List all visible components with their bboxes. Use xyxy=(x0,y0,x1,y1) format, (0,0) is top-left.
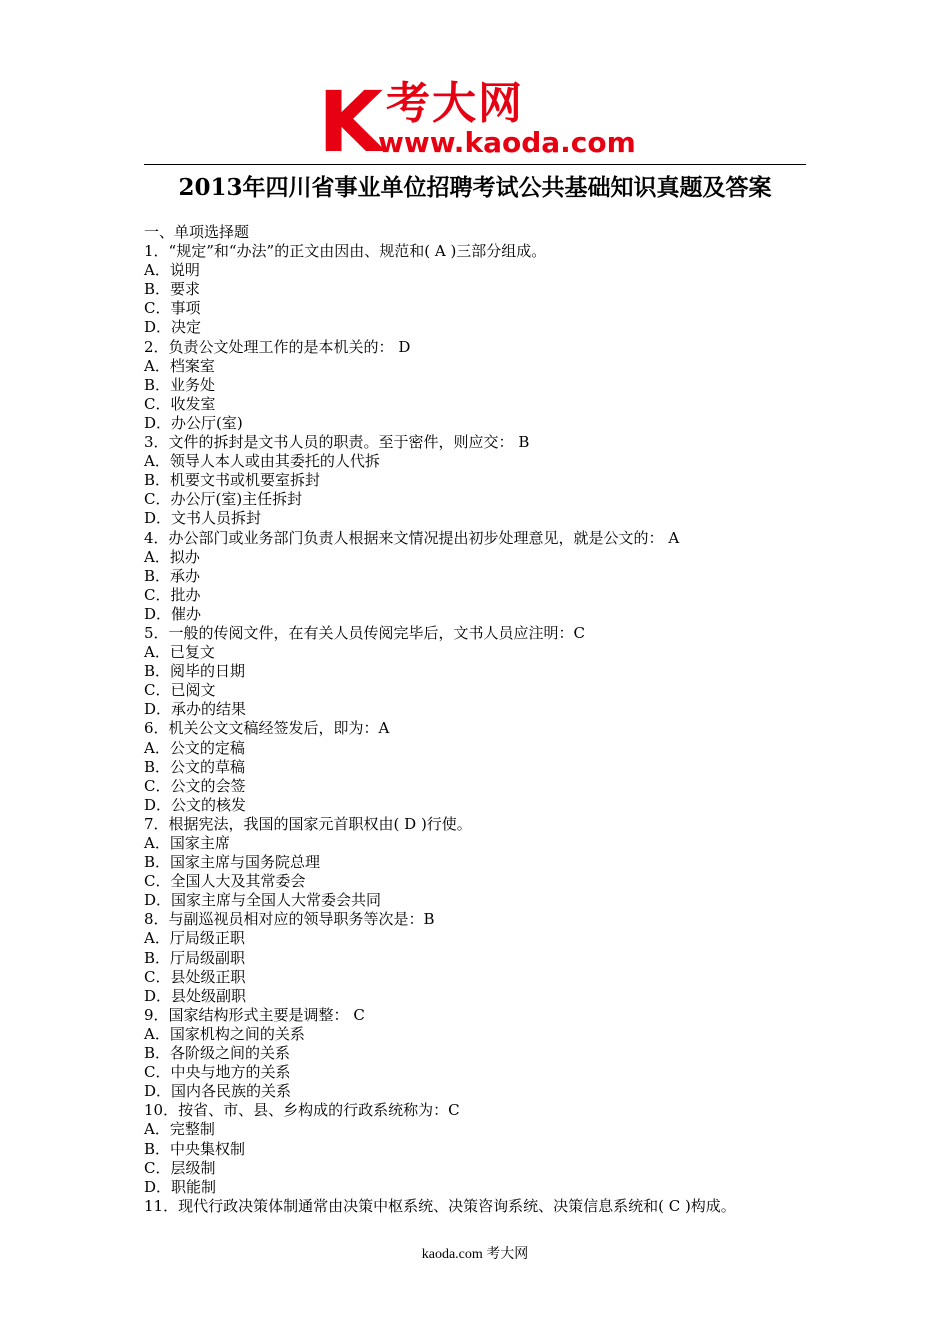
answer-option: A．说明 xyxy=(144,261,200,280)
answer-option: D．办公厅(室) xyxy=(144,413,243,432)
answer-option: B．中央集权制 xyxy=(144,1139,246,1158)
answer-option: B．公文的草稿 xyxy=(144,757,246,776)
document-title: 2013年四川省事业单位招聘考试公共基础知识真题及答案 xyxy=(178,174,772,201)
answer-option: A．已复文 xyxy=(144,643,215,662)
answer-option: D．国家主席与全国人大常委会共同 xyxy=(144,891,382,910)
answer-option: D．公文的核发 xyxy=(144,795,247,814)
answer-option: C．收发室 xyxy=(144,394,216,413)
answer-option: C．公文的会签 xyxy=(144,776,246,795)
answer-option: C．层级制 xyxy=(144,1158,216,1177)
answer-option: A．公文的定稿 xyxy=(144,738,245,757)
question-stem: 5．一般的传阅文件，在有关人员传阅完毕后，文书人员应注明：C xyxy=(144,623,586,642)
answer-option: B．厅局级副职 xyxy=(144,948,246,967)
question-stem: 9．国家结构形式主要是调整： C xyxy=(144,1005,365,1024)
question-stem: 7．根据宪法，我国的国家元首职权由( D )行使。 xyxy=(144,814,472,833)
answer-option: A．厅局级正职 xyxy=(144,929,245,948)
question-stem: 11．现代行政决策体制通常由决策中枢系统、决策咨询系统、决策信息系统和( C )构成。 xyxy=(144,1196,736,1215)
question-stem: 4．办公部门或业务部门负责人根据来文情况提出初步处理意见，就是公文的： A xyxy=(144,528,680,547)
answer-option: D．承办的结果 xyxy=(144,700,247,719)
answer-option: B．承办 xyxy=(144,566,201,585)
header-divider xyxy=(144,164,806,165)
answer-option: A．国家主席 xyxy=(144,834,230,852)
answer-option: D．职能制 xyxy=(144,1177,217,1196)
logo-k-mark: K xyxy=(318,73,380,171)
answer-option: A．领导人本人或由其委托的人代拆 xyxy=(144,452,380,471)
answer-option: B．要求 xyxy=(144,280,201,299)
answer-option: D．县处级副职 xyxy=(144,986,247,1005)
answer-option: A．拟办 xyxy=(144,547,200,566)
site-logo xyxy=(318,73,638,171)
answer-option: C．已阅文 xyxy=(144,681,216,700)
answer-option: C．全国人大及其常委会 xyxy=(144,872,306,891)
answer-option: D．国内各民族的关系 xyxy=(144,1082,292,1101)
answer-option: A．完整制 xyxy=(144,1120,215,1139)
answer-option: D．文书人员拆封 xyxy=(144,509,262,528)
answer-option: C．批办 xyxy=(144,585,201,604)
question-stem: 3．文件的拆封是文书人员的职责。至于密件，则应交： B xyxy=(144,433,530,452)
answer-option: B．业务处 xyxy=(144,375,216,394)
question-stem: 1．“规定”和“办法”的正文由因由、规范和( A )三部分组成。 xyxy=(144,242,547,261)
section-heading: 一、单项选择题 xyxy=(144,223,250,241)
answer-option: D．决定 xyxy=(144,318,202,337)
answer-option: C．事项 xyxy=(144,299,201,318)
question-stem: 10．按省、市、县、乡构成的行政系统称为：C xyxy=(144,1101,460,1120)
answer-option: C．办公厅(室)主任拆封 xyxy=(144,490,303,509)
page-footer: kaoda.com 考大网 xyxy=(421,1247,529,1262)
logo-url: www.kaoda.com xyxy=(378,126,636,159)
answer-option: A．档案室 xyxy=(144,356,215,375)
question-stem: 8．与副巡视员相对应的领导职务等次是：B xyxy=(144,910,435,929)
answer-option: A．国家机构之间的关系 xyxy=(144,1024,305,1043)
question-list xyxy=(144,223,824,1216)
answer-option: C．中央与地方的关系 xyxy=(144,1063,291,1082)
answer-option: B．机要文书或机要室拆封 xyxy=(144,471,321,490)
answer-option: D．催办 xyxy=(144,604,202,623)
answer-option: B．阅毕的日期 xyxy=(144,662,246,681)
question-stem: 6．机关公文文稿经签发后，即为：A xyxy=(144,719,390,738)
question-stem: 2．负责公文处理工作的是本机关的： D xyxy=(144,337,411,356)
answer-option: B．国家主席与国务院总理 xyxy=(144,853,321,872)
logo-site-name: 考大网 xyxy=(386,78,524,129)
answer-option: C．县处级正职 xyxy=(144,967,246,986)
answer-option: B．各阶级之间的关系 xyxy=(144,1044,291,1063)
